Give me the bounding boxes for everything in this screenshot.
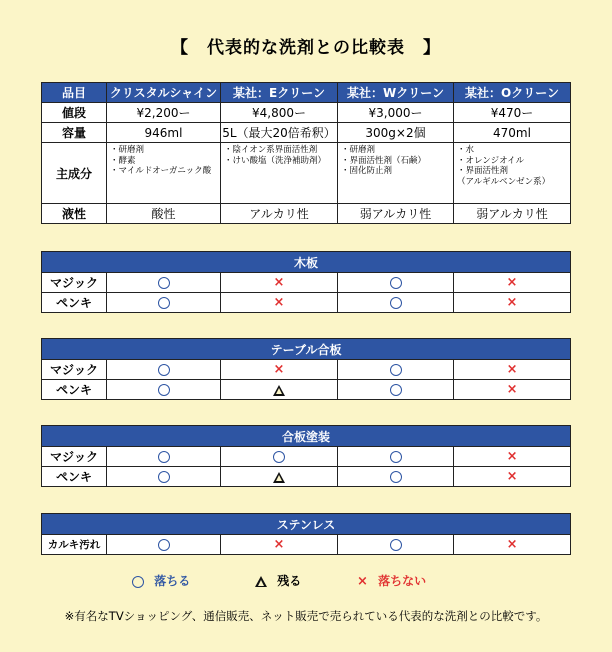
result-cell xyxy=(454,535,571,555)
test-label: マジック xyxy=(42,360,107,380)
cross-icon: × xyxy=(506,275,518,290)
test-label: ペンキ xyxy=(42,380,107,400)
cross-icon: × xyxy=(273,362,285,377)
ingredient-line: ・研磨剤 xyxy=(110,145,145,155)
result-cell xyxy=(338,293,454,313)
result-cell xyxy=(221,273,338,293)
legend-circle-label: 落ちる xyxy=(154,574,191,588)
ingredients-cell xyxy=(221,143,338,204)
ingredient-line: ・固化防止剤 xyxy=(341,166,393,176)
result-cell xyxy=(338,273,454,293)
triangle-icon xyxy=(273,385,285,396)
circle-icon xyxy=(158,471,170,483)
page-title: 【 代表的な洗剤との比較表 】 xyxy=(171,38,441,58)
cross-icon: × xyxy=(273,295,285,310)
volume-value: 946ml xyxy=(107,123,221,143)
result-cell xyxy=(107,535,221,555)
section-table-wood xyxy=(41,251,571,313)
volume-value: 5L（最大20倍希釈） xyxy=(221,123,338,143)
result-cell xyxy=(107,360,221,380)
circle-icon xyxy=(158,277,170,289)
ingredient-line: ・陰イオン系界面活性剤 xyxy=(224,145,318,155)
result-cell xyxy=(107,467,221,487)
result-cell xyxy=(454,467,571,487)
section-title: 木板 xyxy=(42,252,571,273)
ph-value: 酸性 xyxy=(107,204,221,224)
circle-icon xyxy=(390,364,402,376)
triangle-icon xyxy=(273,472,285,483)
ph-value: アルカリ性 xyxy=(221,204,338,224)
ingredients-cell xyxy=(338,143,454,204)
circle-icon xyxy=(158,384,170,396)
circle-icon xyxy=(158,297,170,309)
result-cell xyxy=(454,273,571,293)
price-value: ¥2,200ー xyxy=(107,103,221,123)
section-title: 合板塗装 xyxy=(42,426,571,447)
result-cell xyxy=(221,380,338,400)
test-label: ペンキ xyxy=(42,293,107,313)
product-header: 某社：Eクリーン xyxy=(221,83,338,103)
ingredients-label: 主成分 xyxy=(42,143,107,204)
result-cell xyxy=(454,293,571,313)
circle-icon xyxy=(390,539,402,551)
volume-label: 容量 xyxy=(42,123,107,143)
result-cell xyxy=(454,380,571,400)
section-table-table-plywood xyxy=(41,338,571,400)
section-table-painted-plywood xyxy=(41,425,571,487)
section-title: ステンレス xyxy=(42,514,571,535)
result-cell xyxy=(107,273,221,293)
ph-value: 弱アルカリ性 xyxy=(338,204,454,224)
cross-icon: × xyxy=(273,275,285,290)
product-header: 某社：Wクリーン xyxy=(338,83,454,103)
ingredient-line: ・界面活性剤（石鹸） xyxy=(341,155,427,166)
price-value: ¥470ー xyxy=(454,103,571,123)
legend-triangle xyxy=(255,572,301,589)
cross-icon: × xyxy=(506,382,518,397)
circle-icon xyxy=(158,539,170,551)
ph-label: 液性 xyxy=(42,204,107,224)
test-label: マジック xyxy=(42,447,107,467)
price-label: 値段 xyxy=(42,103,107,123)
circle-icon xyxy=(390,471,402,483)
cross-icon: × xyxy=(506,295,518,310)
circle-icon xyxy=(390,451,402,463)
result-cell xyxy=(107,380,221,400)
comparison-table xyxy=(41,82,571,224)
result-cell xyxy=(107,293,221,313)
result-cell xyxy=(338,380,454,400)
result-cell xyxy=(338,447,454,467)
circle-icon xyxy=(158,364,170,376)
result-cell xyxy=(221,535,338,555)
result-cell xyxy=(221,467,338,487)
section-table-stainless xyxy=(41,513,571,555)
cross-icon: × xyxy=(506,449,518,464)
result-cell xyxy=(338,467,454,487)
section-title: テーブル合板 xyxy=(42,339,571,360)
ph-value: 弱アルカリ性 xyxy=(454,204,571,224)
volume-value: 300g×2個 xyxy=(338,123,454,143)
cross-icon: × xyxy=(506,537,518,552)
circle-icon xyxy=(390,277,402,289)
test-label: マジック xyxy=(42,273,107,293)
result-cell xyxy=(107,447,221,467)
cross-icon: × xyxy=(357,574,368,589)
volume-value: 470ml xyxy=(454,123,571,143)
result-cell xyxy=(221,360,338,380)
cross-icon: × xyxy=(506,362,518,377)
circle-icon xyxy=(273,451,285,463)
result-cell xyxy=(454,360,571,380)
cross-icon: × xyxy=(506,469,518,484)
legend-cross-label: 落ちない xyxy=(378,574,427,588)
result-cell xyxy=(221,293,338,313)
ingredient-line: ・界面活性剤 xyxy=(457,166,509,176)
price-value: ¥4,800ー xyxy=(221,103,338,123)
footnote: ※有名なTVショッピング、通信販売、ネット販売で売られている代表的な洗剤との比較です。 xyxy=(64,609,548,623)
corner-header: 品目 xyxy=(42,83,107,103)
test-label: ペンキ xyxy=(42,467,107,487)
legend-triangle-label: 残る xyxy=(277,574,302,588)
result-cell xyxy=(338,360,454,380)
cross-icon: × xyxy=(273,537,285,552)
circle-icon xyxy=(390,384,402,396)
test-label: カルキ汚れ xyxy=(42,535,107,555)
ingredient-line: ・研磨剤 xyxy=(341,145,376,155)
ingredient-line: ・けい酸塩（洗浄補助剤） xyxy=(224,155,327,166)
ingredients-cell xyxy=(454,143,571,204)
circle-icon xyxy=(158,451,170,463)
product-header: 某社：Oクリーン xyxy=(454,83,571,103)
ingredient-line: ・水 xyxy=(457,145,475,155)
ingredient-line: ・オレンジオイル xyxy=(457,155,525,166)
legend-cross xyxy=(357,572,426,589)
ingredients-cell xyxy=(107,143,221,204)
circle-icon xyxy=(132,576,144,588)
circle-icon xyxy=(390,297,402,309)
ingredient-line: ・酵素 xyxy=(110,155,136,166)
result-cell xyxy=(338,535,454,555)
product-header: クリスタルシャイン xyxy=(107,83,221,103)
result-cell xyxy=(221,447,338,467)
ingredient-line: ・マイルドオーガニック酸 xyxy=(110,166,212,176)
ingredient-line: （アルギルベンゼン系） xyxy=(457,176,551,187)
triangle-icon xyxy=(255,576,267,587)
result-cell xyxy=(454,447,571,467)
legend-circle xyxy=(132,572,190,589)
price-value: ¥3,000ー xyxy=(338,103,454,123)
